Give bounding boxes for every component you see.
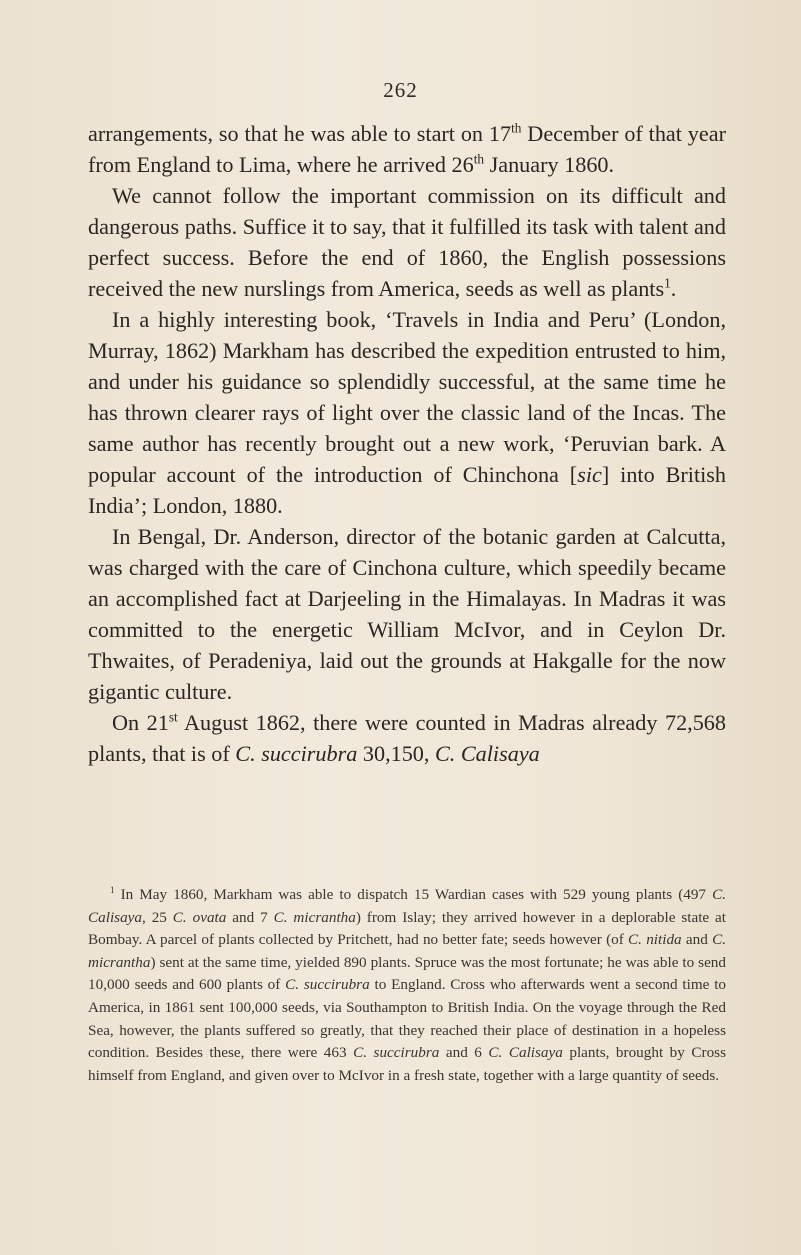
italic-species-name: C. ovata (172, 908, 227, 926)
italic-species-name: C. Calisaya (88, 886, 726, 926)
superscript: th (511, 120, 522, 136)
text-run: On 21 (112, 710, 169, 735)
text-run: ] into British India’; London, 1880. (88, 462, 726, 518)
text-run: . (670, 276, 677, 301)
italic-species-name: C. Calisaya (488, 1044, 563, 1062)
text-run: ) from Islay; they arrived however in a deplorable state at Bombay. A parcel of plants collected by Pritchett, had no better fate; seeds however (of (88, 908, 727, 949)
text-run: and (681, 931, 713, 949)
footnote-reference: 1 (664, 275, 671, 291)
paragraph-4 (88, 521, 726, 707)
body-text (88, 118, 726, 769)
italic-species-name: C. micrantha (88, 931, 726, 971)
footnote-block (88, 884, 726, 1087)
italic-species-name: C. succirubra (285, 976, 370, 994)
text-run: plants, brought by Cross himself from England, and given over to McIvor in a fresh state, together with a large quantity of seeds. (88, 1044, 726, 1084)
italic-species-name: C. succirubra (353, 1044, 440, 1062)
text-run: to England. Cross who afterwards went a second time to America, in 1861 sent 100,000 seeds, via Southampton to British India. On the voyage through the Red Sea, however, the plants suffered so greatly, that they reached their place of destination in a hopeless condition. Besides these, there were 463 (88, 976, 727, 1062)
superscript: th (473, 151, 485, 167)
text-run: ) sent at the same time, yielded 890 plants. Spruce was the most fortunate; he was able to send 10,000 seeds and 600 plants of (88, 953, 726, 994)
footnote-marker: 1 (110, 884, 115, 895)
italic-sic: sic (577, 462, 602, 487)
page-number: 262 (383, 78, 418, 102)
italic-species-name: C. micrantha (273, 908, 356, 926)
paragraph-2 (88, 180, 726, 304)
paragraph-3 (88, 304, 726, 521)
italic-species-name: C. succirubra (235, 741, 358, 766)
text-run: , 25 (142, 908, 173, 926)
paragraph-1 (88, 118, 726, 180)
italic-species-name: C. nitida (628, 931, 682, 949)
footnote-1 (88, 884, 726, 1087)
italic-species-name: C. Calisaya (434, 741, 540, 766)
text-run: 30,150, (357, 741, 435, 766)
superscript: st (168, 709, 178, 725)
text-run: In May 1860, Markham was able to dispatch 15 Wardian cases with 529 young plants (497 (114, 886, 713, 903)
text-run: December of that year from England to Lima, where he arrived 26 (88, 121, 726, 177)
text-run: and 7 (226, 908, 274, 926)
text-run: In Bengal, Dr. Anderson, director of the botanic garden at Calcutta, was charged with the care of Cinchona culture, which speedily became an accomplished fact at Darjeeling in the Himalayas. In Madras it was committed to the energetic William McIvor, and in Ceylon Dr. Thwaites, of Peradeniya, laid out the grounds at Hakgalle for the now gigantic culture. (88, 524, 726, 704)
text-run: August 1862, there were counted in Madras already 72,568 plants, that is of (88, 710, 726, 766)
text-run: and 6 (439, 1044, 489, 1062)
text-run: January 1860. (484, 152, 615, 177)
text-run: In a highly interesting book, ‘Travels in India and Peru’ (London, Murray, 1862) Markham has described the expedition entrusted to him, and under his guidance so splendidly successful, at the same time he has thrown clearer rays of light over the classic land of the Incas. The same author has recently brought out a new work, ‘Peruvian bark. A popular account of the introduction of Chinchona [ (88, 307, 726, 487)
text-run: We cannot follow the important commission on its difficult and dangerous paths. Suffice it to say, that it fulfilled its task with talent and perfect success. Before the end of 1860, the English possessions received the new nurslings from America, seeds as well as plants (88, 183, 726, 301)
text-run: arrangements, so that he was able to start on 17 (88, 121, 512, 146)
paragraph-5 (88, 707, 726, 769)
